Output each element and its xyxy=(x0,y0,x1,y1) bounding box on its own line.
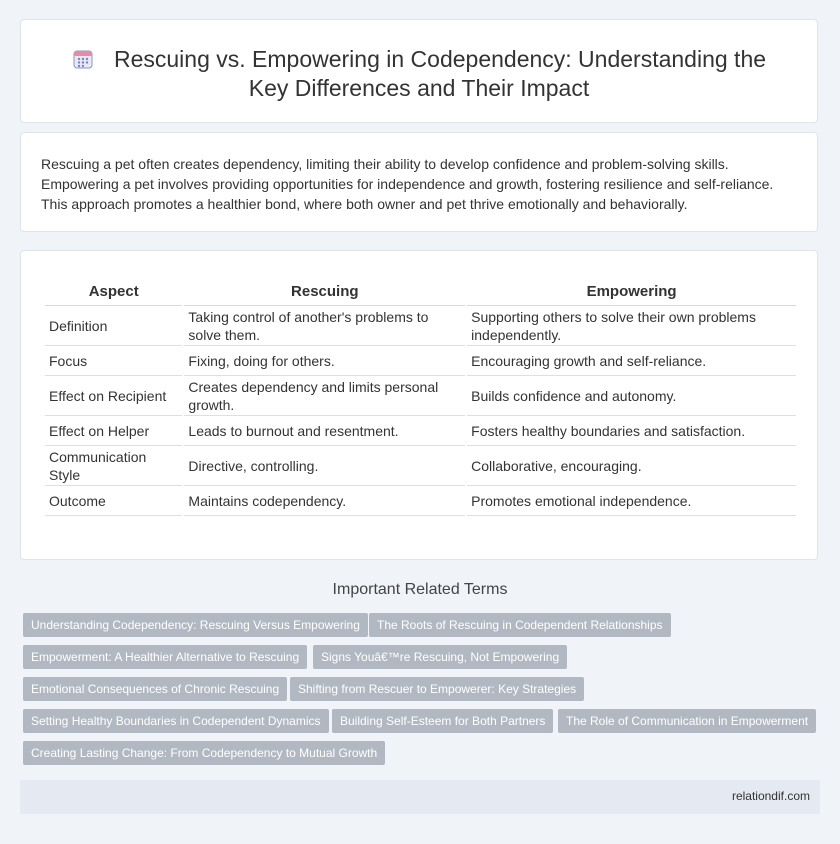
cell-empowering: Supporting others to solve their own problems independently. xyxy=(467,306,796,346)
comparison-table xyxy=(43,271,798,516)
header-empowering: Empowering xyxy=(467,271,796,306)
cell-empowering: Builds confidence and autonomy. xyxy=(467,376,796,416)
cell-rescuing: Maintains codependency. xyxy=(184,486,465,516)
table-row xyxy=(45,416,796,446)
table-row xyxy=(45,306,796,346)
related-tag[interactable]: The Roots of Rescuing in Codependent Relationships xyxy=(369,613,671,637)
page-title xyxy=(61,45,777,103)
comparison-card xyxy=(20,250,818,560)
intro-card xyxy=(20,132,818,232)
table-row xyxy=(45,446,796,486)
cell-rescuing: Directive, controlling. xyxy=(184,446,465,486)
cell-empowering: Encouraging growth and self-reliance. xyxy=(467,346,796,376)
header-card xyxy=(20,19,818,123)
cell-rescuing: Leads to burnout and resentment. xyxy=(184,416,465,446)
related-tag[interactable]: Shifting from Rescuer to Empowerer: Key Strategies xyxy=(290,677,584,701)
calendar-icon xyxy=(72,48,94,70)
cell-empowering: Collaborative, encouraging. xyxy=(467,446,796,486)
related-tag[interactable]: Building Self-Esteem for Both Partners xyxy=(332,709,553,733)
cell-aspect: Outcome xyxy=(45,486,182,516)
intro-paragraph: Rescuing a pet often creates dependency, limiting their ability to develop confidence and problem-solving skills. Empowering a pet involves providing opportunities for independence and growth, fostering resilience and self-reliance. This approach promotes a healthier bond, where both owner and pet thrive emotionally and behaviorally. xyxy=(41,156,774,212)
table-row xyxy=(45,486,796,516)
cell-aspect: Effect on Recipient xyxy=(45,376,182,416)
cell-aspect: Effect on Helper xyxy=(45,416,182,446)
related-tag[interactable]: The Role of Communication in Empowerment xyxy=(558,709,816,733)
cell-empowering: Fosters healthy boundaries and satisfaction. xyxy=(467,416,796,446)
related-terms-title: Important Related Terms xyxy=(332,581,508,598)
header-rescuing: Rescuing xyxy=(184,271,465,306)
cell-aspect: Definition xyxy=(45,306,182,346)
table-row xyxy=(45,346,796,376)
footer-site-name: relationdif.com xyxy=(731,789,810,803)
cell-empowering: Promotes emotional independence. xyxy=(467,486,796,516)
related-tag[interactable]: Emotional Consequences of Chronic Rescuing xyxy=(23,677,287,701)
related-tag[interactable]: Empowerment: A Healthier Alternative to Rescuing xyxy=(23,645,307,669)
related-tag[interactable]: Understanding Codependency: Rescuing Versus Empowering xyxy=(23,613,368,637)
page-title-text: Rescuing vs. Empowering in Codependency: Understanding the Key Differences and Their Impact xyxy=(113,46,767,101)
cell-rescuing: Fixing, doing for others. xyxy=(184,346,465,376)
cell-aspect: Focus xyxy=(45,346,182,376)
header-aspect: Aspect xyxy=(45,271,182,306)
cell-aspect: Communication Style xyxy=(45,446,182,486)
cell-rescuing: Creates dependency and limits personal growth. xyxy=(184,376,465,416)
related-tag[interactable]: Setting Healthy Boundaries in Codependent Dynamics xyxy=(23,709,329,733)
table-header-row xyxy=(45,271,796,306)
related-tag[interactable]: Creating Lasting Change: From Codependency to Mutual Growth xyxy=(23,741,385,765)
table-row xyxy=(45,376,796,416)
cell-rescuing: Taking control of another's problems to solve them. xyxy=(184,306,465,346)
footer xyxy=(20,780,820,814)
related-tag[interactable]: Signs Youâ€™re Rescuing, Not Empowering xyxy=(313,645,567,669)
